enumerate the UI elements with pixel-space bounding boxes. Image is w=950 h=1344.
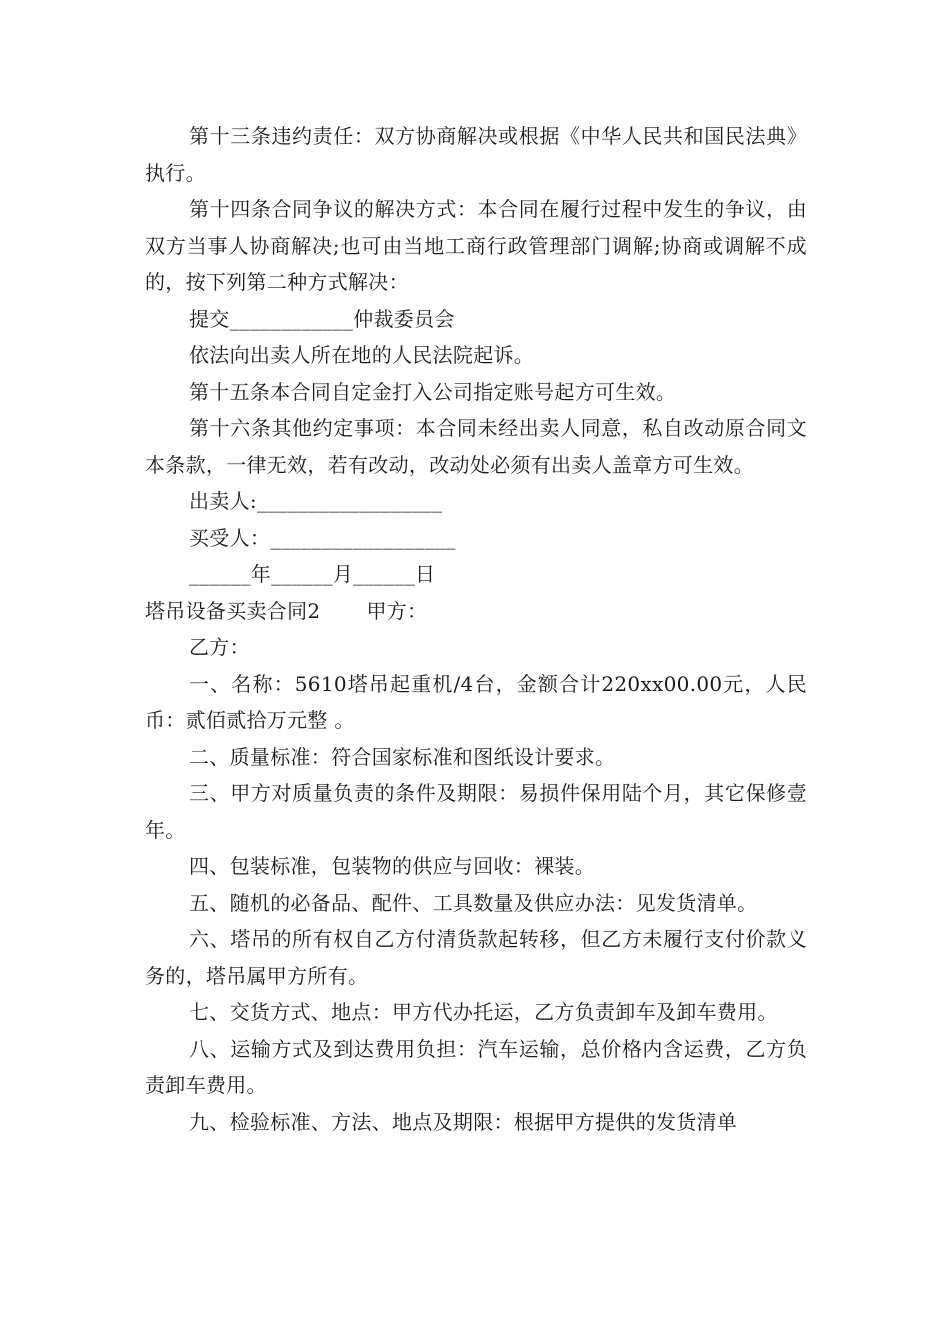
clause-13: 第十三条违约责任：双方协商解决或根据《中华人民共和国民法典》执行。: [145, 124, 807, 185]
item-1-name: 一、名称：5610塔吊起重机/4台，金额合计220xx00.00元，人民币：贰佰贰拾万元整 。: [145, 671, 807, 732]
clause-16: 第十六条其他约定事项：本合同未经出卖人同意，私自改动原合同文本条款，一律无效，若有改动，改动处必须有出卖人盖章方可生效。: [145, 416, 807, 477]
clause-15: 第十五条本合同自定金打入公司指定账号起方可生效。: [189, 379, 677, 404]
document-body: [145, 118, 807, 1140]
date-line: ______年______月______日: [189, 562, 436, 586]
party-b-label: 乙方：: [189, 635, 250, 659]
contract-2-title: 塔吊设备买卖合同2: [145, 598, 321, 623]
item-7-delivery: 七、交货方式、地点：甲方代办托运，乙方负责卸车及卸车费用。: [189, 1000, 778, 1024]
item-8-transport: 八、运输方式及到达费用负担：汽车运输，总价格内含运费，乙方负责卸车费用。: [145, 1036, 807, 1097]
contract-2-heading: [145, 593, 807, 630]
item-9-inspection: 九、检验标准、方法、地点及期限：根据甲方提供的发货清单: [189, 1109, 738, 1134]
court-option: 依法向出卖人所在地的人民法院起诉。: [189, 343, 535, 367]
seller-signature-line: 出卖人:__________________: [189, 489, 443, 513]
party-a-label: 甲方：: [366, 598, 428, 623]
item-6-ownership: 六、塔吊的所有权自乙方付清货款起转移，但乙方未履行支付价款义务的，塔吊属甲方所有。: [145, 927, 807, 988]
buyer-signature-line: 买受人：__________________: [189, 525, 456, 550]
item-3-warranty: 三、甲方对质量负责的条件及期限：易损件保用陆个月，其它保修壹年。: [145, 781, 807, 842]
arbitration-option: 提交____________仲裁委员会: [189, 306, 455, 331]
item-5-accessories: 五、随机的必备品、配件、工具数量及供应办法：见发货清单。: [189, 890, 758, 915]
clause-14: 第十四条合同争议的解决方式：本合同在履行过程中发生的争议，由双方当事人协商解决;也可由当地工商行政管理部门调解;协商或调解不成的，按下列第二种方式解决：: [145, 197, 807, 294]
item-2-quality: 二、质量标准：符合国家标准和图纸设计要求。: [189, 744, 616, 769]
item-4-packaging: 四、包装标准，包装物的供应与回收：裸装。: [189, 854, 595, 878]
